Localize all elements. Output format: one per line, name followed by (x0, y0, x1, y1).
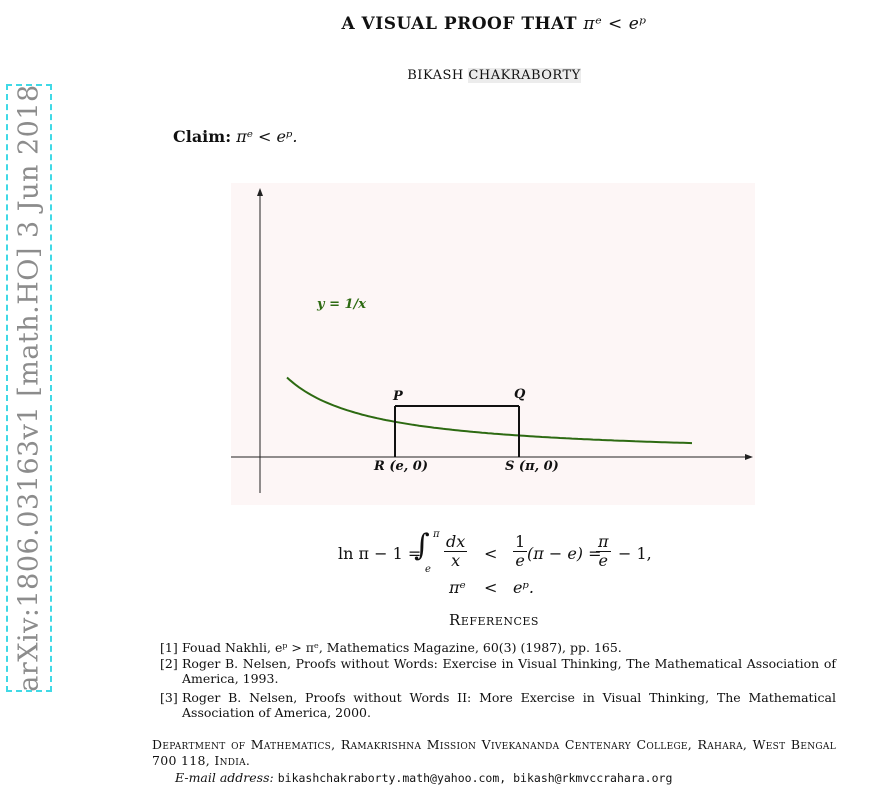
eq-relation-1: < (484, 544, 498, 563)
reference-number: [3] (160, 690, 178, 705)
frac3-den: e (598, 551, 608, 570)
author-first: BIKASH (407, 68, 464, 83)
point-s-label: S (π, 0) (505, 459, 559, 474)
equation-line-1 (338, 528, 658, 582)
reference-item (160, 656, 836, 686)
arxiv-stamp-text: arXiv:1806.03163v1 [math.HO] 3 Jun 2018 (13, 84, 45, 692)
frac2-num: 1 (515, 532, 526, 551)
frac1-den: x (451, 551, 461, 570)
reference-text: Fouad Nakhli, eᵖ > πᵉ, Mathematics Magazine, 60(3) (1987), pp. 165. (182, 640, 622, 655)
frac3-num: π (598, 532, 609, 551)
affiliation: Department of Mathematics, Ramakrishna Mission Vivekananda Centenary College, Rahara, West Bengal 700 118, India. (152, 737, 836, 768)
reference-text: Roger B. Nelsen, Proofs without Words: Exercise in Visual Thinking, The Mathematical Association of America, 1993. (182, 656, 836, 686)
arxiv-stamp (6, 84, 52, 692)
frac-1-e (513, 533, 527, 570)
reference-item (160, 640, 836, 655)
eq-lhs: ln π − 1 = (338, 544, 422, 563)
reference-text: Roger B. Nelsen, Proofs without Words II: More Exercise in Visual Thinking, The Mathematical Association of America, 2000. (182, 690, 836, 720)
reference-number: [1] (160, 640, 178, 655)
author-line (0, 68, 878, 83)
eq-tail: − 1, (618, 544, 652, 563)
author-last: CHAKRABORTY (468, 68, 581, 83)
curve-label: y = 1/x (317, 297, 367, 312)
integral-sign: ∫ (414, 528, 430, 563)
point-p-label: P (393, 389, 403, 404)
frac-dx-x (444, 533, 467, 570)
claim (173, 127, 297, 146)
title-math: πᵉ < eᵖ (583, 14, 647, 34)
integral-lower: e (425, 564, 431, 575)
point-r-label: R (e, 0) (374, 459, 428, 474)
point-q-label: Q (514, 387, 526, 402)
email-line (175, 770, 672, 785)
claim-label: Claim: (173, 127, 232, 146)
eq2-rel: < (484, 578, 498, 597)
eq2-rhs: eᵖ. (513, 578, 534, 597)
frac2-den: e (515, 551, 525, 570)
eq-mid: (π − e) = (527, 544, 602, 563)
eq2-lhs: πᵉ (449, 578, 466, 597)
frac1-num: dx (446, 532, 466, 551)
claim-math: πᵉ < eᵖ. (236, 127, 298, 146)
email-addresses[interactable]: bikashchakraborty.math@yahoo.com, bikash@rkmvccrahara.org (277, 771, 673, 785)
reference-number: [2] (160, 656, 178, 671)
reference-item (160, 690, 836, 720)
frac-pi-e (596, 533, 611, 570)
integral-upper: π (433, 529, 440, 540)
references-heading: References (449, 611, 539, 629)
proof-figure (231, 183, 755, 505)
paper-title (0, 14, 878, 34)
title-text: A VISUAL PROOF THAT (341, 14, 577, 34)
email-label: E-mail address: (175, 770, 274, 785)
